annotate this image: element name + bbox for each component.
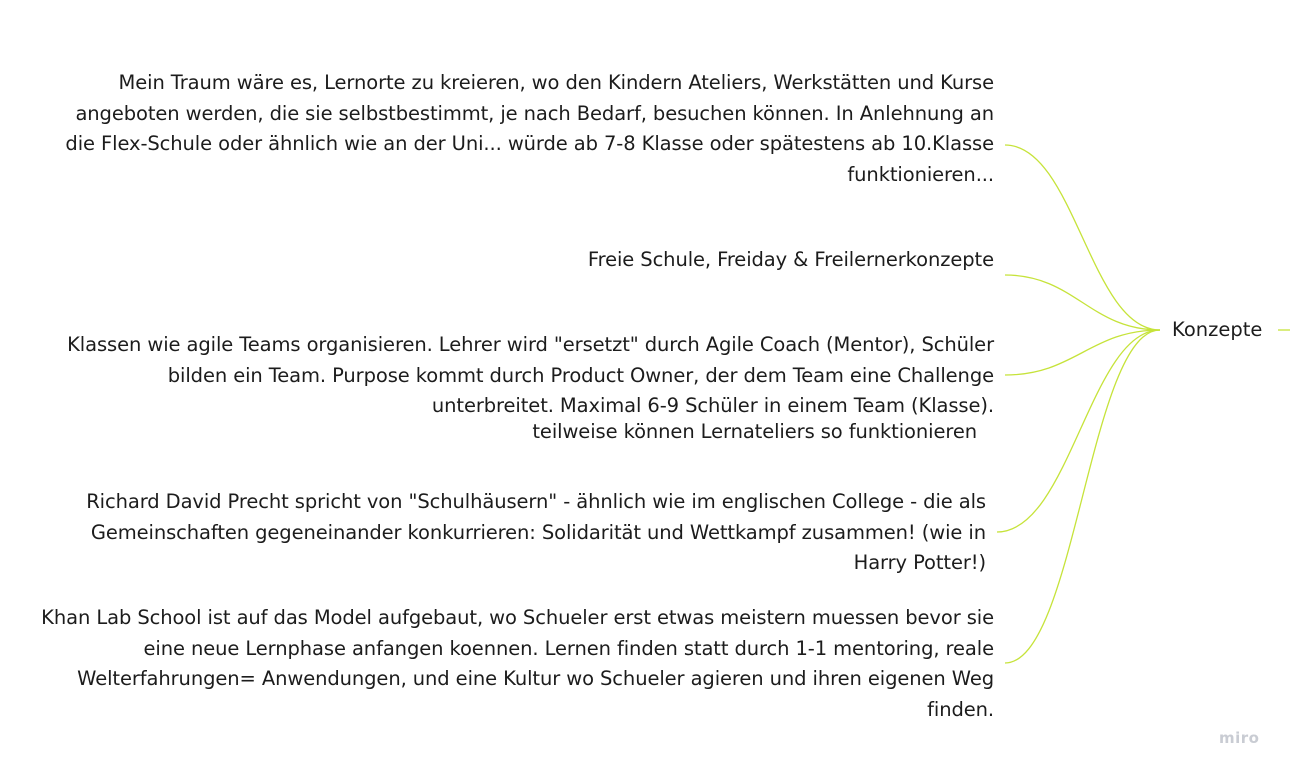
node-text: Mein Traum wäre es, Lernorte zu kreieren, wo den Kindern Ateliers, Werkstätten und Kurse angeboten werden, die sie selbstbestimmt, je nach Bedarf, besuchen können. In Anlehnung an die Flex-Schule oder ähnlich wie an der Uni... würde ab 7-8 Klasse oder spätestens ab 10.Klasse funktionieren... (65, 71, 994, 186)
node-text: Khan Lab School ist auf das Model aufgebaut, wo Schueler erst etwas meistern muessen bevor sie eine neue Lernphase anfangen koennen. Lernen finden statt durch 1-1 mentoring, reale Welterfahrungen= Anwendungen, und eine Kultur wo Schueler agieren und ihren eigenen Weg finden. (41, 606, 994, 721)
node-text: Freie Schule, Freiday & Freilernerkonzepte (587, 248, 994, 271)
connector-node-3 (1005, 330, 1160, 375)
node-text: Richard David Precht spricht von "Schulhäusern" - ähnlich wie im englischen College - die als Gemeinschaften gegeneinander konkurrieren: Solidarität und Wettkampf zusammen! (wie in Harry Potter!) (86, 490, 986, 574)
connector-node-5 (1005, 330, 1160, 663)
mindmap-root-node[interactable] (1172, 315, 1262, 345)
mindmap-node-lernorte[interactable] (60, 68, 994, 190)
mindmap-node-freie-schule[interactable] (400, 245, 994, 276)
node-text: Klassen wie agile Teams organisieren. Lehrer wird "ersetzt" durch Agile Coach (Mentor), Schüler bilden ein Team. Purpose kommt durch Product Owner, der dem Team eine Challenge unterbreitet. Maximal 6-9 Schüler in einem Team (Klasse). (67, 333, 994, 417)
miro-logo: miro (1219, 729, 1260, 747)
connector-node-4 (997, 330, 1160, 532)
node-note: teilweise können Lernateliers so funktionieren (532, 419, 977, 443)
root-label: Konzepte (1172, 318, 1263, 341)
mindmap-node-agile-teams[interactable] (60, 330, 994, 442)
mindmap-node-schulhaeuser[interactable] (40, 487, 986, 579)
mindmap-node-khan-lab-school[interactable] (40, 603, 994, 725)
